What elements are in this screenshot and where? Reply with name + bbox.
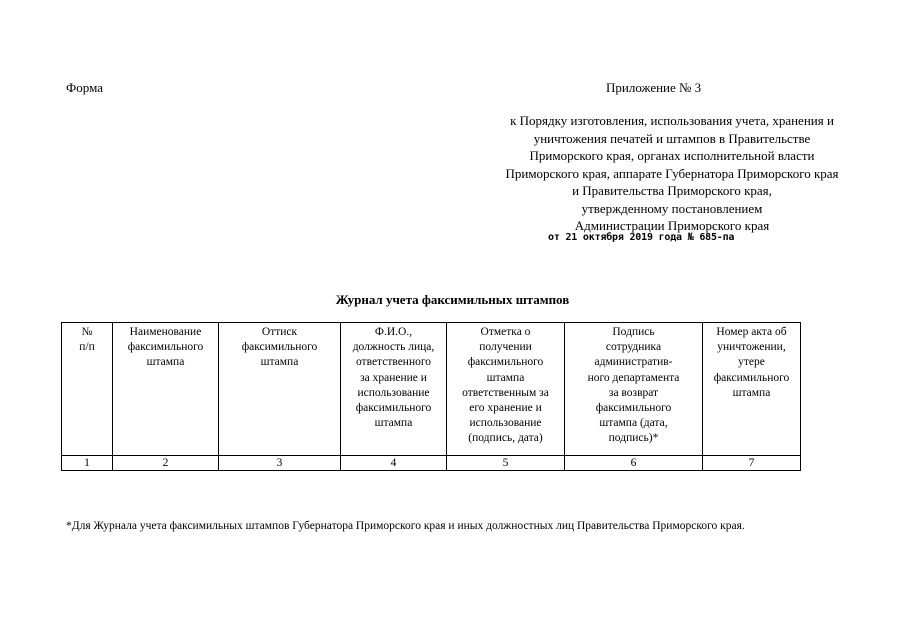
column-number-cell: 4 bbox=[341, 456, 447, 471]
appendix-line: уничтожения печатей и штампов в Правительстве bbox=[533, 130, 811, 146]
table-header-row bbox=[62, 323, 801, 456]
column-number-cell: 1 bbox=[62, 456, 113, 471]
column-header-responsible-person: Ф.И.О., должность лица, ответственного за хранение и использование факсимильного штампа bbox=[341, 323, 447, 456]
form-label: Форма bbox=[66, 80, 103, 95]
appendix-line: и Правительства Приморского края, bbox=[572, 183, 772, 198]
footnote: *Для Журнала учета факсимильных штампов Губернатора Приморского края и иных должностных лиц Правительства Приморского края. bbox=[66, 520, 745, 532]
column-header-receipt-mark: Отметка о получении факсимильного штампа ответственным за его хранение и использование (подпись, дата) bbox=[447, 323, 565, 456]
document-title: Журнал учета факсимильных штампов bbox=[335, 292, 570, 307]
appendix-line: Администрации Приморского края bbox=[574, 218, 770, 233]
appendix-line: утвержденному постановлением bbox=[581, 200, 763, 216]
column-number-cell: 6 bbox=[565, 456, 703, 471]
column-header-destruction-act: Номер акта об уничтожении, утере факсимильного штампа bbox=[703, 323, 801, 456]
column-header-number: № п/п bbox=[62, 323, 113, 456]
appendix-date: от 21 октября 2019 года № 685-па bbox=[548, 232, 735, 243]
column-header-return-signature: Подпись сотрудника административ- ного департамента за возврат факсимильного штампа (дата, подпись)* bbox=[565, 323, 703, 456]
column-number-cell: 3 bbox=[219, 456, 341, 471]
column-number-cell: 7 bbox=[703, 456, 801, 471]
column-header-stamp-impression: Оттиск факсимильного штампа bbox=[219, 323, 341, 456]
appendix-line: к Порядку изготовления, использования учета, хранения и bbox=[510, 113, 834, 128]
column-number-cell: 5 bbox=[447, 456, 565, 471]
journal-table bbox=[61, 322, 801, 471]
column-header-stamp-name: Наименование факсимильного штампа bbox=[113, 323, 219, 456]
appendix-title: Приложение № 3 bbox=[606, 80, 702, 95]
appendix-line: Приморского края, органах исполнительной власти bbox=[529, 148, 815, 163]
appendix-text bbox=[452, 112, 892, 235]
column-number-cell: 2 bbox=[113, 456, 219, 471]
table-number-row bbox=[62, 456, 801, 471]
appendix-line: Приморского края, аппарате Губернатора Приморского края bbox=[505, 165, 839, 181]
